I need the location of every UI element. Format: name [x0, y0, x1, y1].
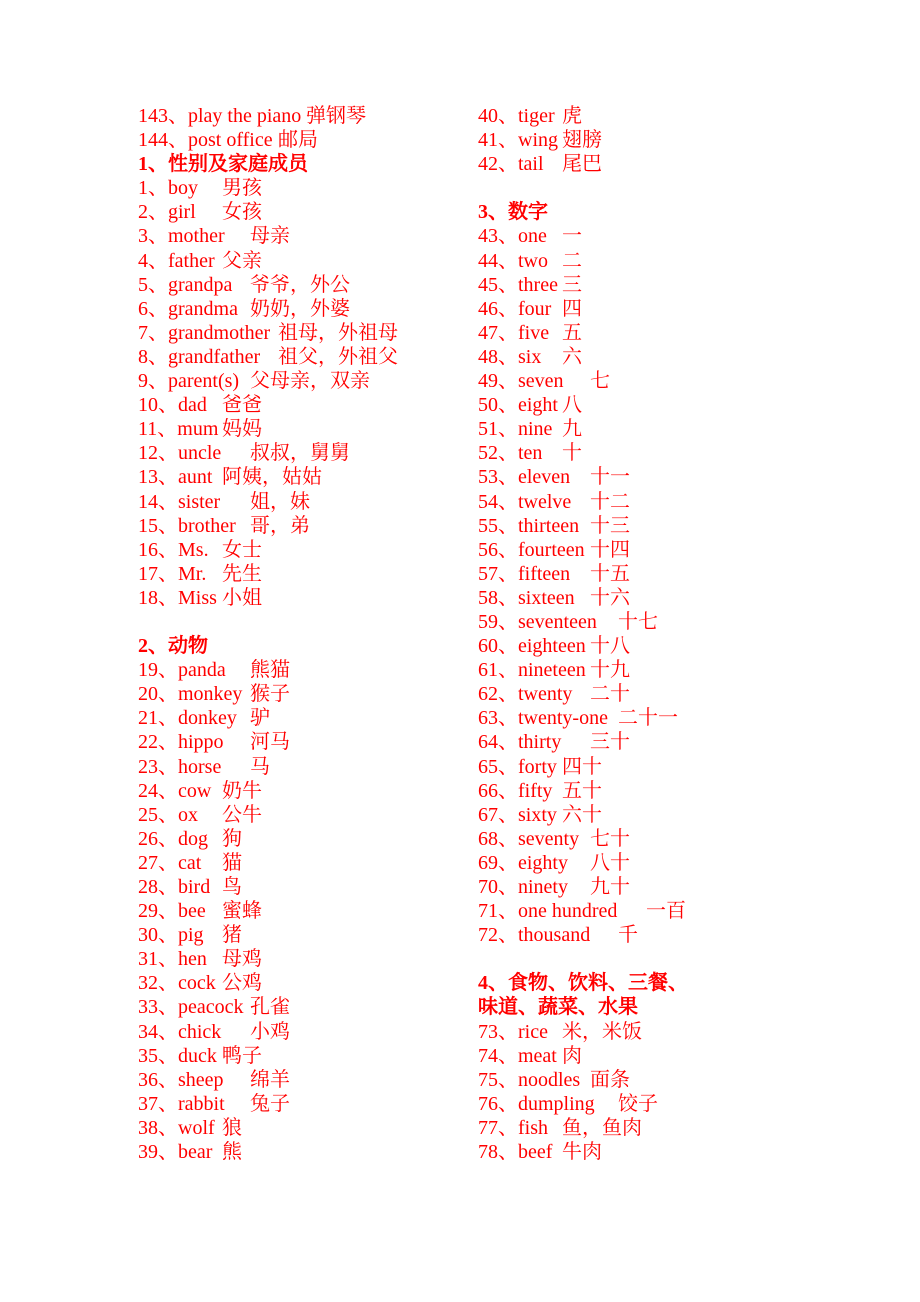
- vocab-entry: 18、Miss 小姐: [138, 586, 262, 609]
- vocab-entry: 23、horse 马: [138, 755, 270, 778]
- vocab-entry: 9、parent(s) 父母亲，双亲: [138, 370, 370, 393]
- vocab-entry: 16、Ms. 女士: [138, 538, 262, 561]
- vocab-entry: 2、girl 女孩: [138, 201, 262, 224]
- vocab-entry: 67、sixty 六十: [478, 803, 602, 826]
- vocab-entry: 51、nine 九: [478, 418, 582, 441]
- vocab-entry: 12、uncle 叔叔，舅舅: [138, 442, 350, 465]
- vocab-entry: 17、Mr. 先生: [138, 562, 262, 585]
- vocab-entry: 62、twenty 二十: [478, 683, 630, 706]
- vocab-entry: 15、brother 哥，弟: [138, 514, 310, 537]
- vocab-entry: 60、eighteen 十八: [478, 635, 630, 658]
- vocab-entry: 29、bee 蜜蜂: [138, 900, 262, 923]
- vocab-entry: 1、boy 男孩: [138, 177, 262, 200]
- vocab-entry: 68、seventy 七十: [478, 827, 630, 850]
- vocab-entry: 31、hen 母鸡: [138, 948, 262, 971]
- vocab-entry: 6、grandma 奶奶，外婆: [138, 297, 350, 320]
- vocab-entry: 5、grandpa 爷爷，外公: [138, 273, 350, 296]
- vocab-entry: 64、thirty 三十: [478, 731, 630, 754]
- vocab-entry: 63、twenty-one 二十一: [478, 707, 678, 730]
- vocab-entry: 34、chick 小鸡: [138, 1020, 290, 1043]
- vocab-entry: 54、twelve 十二: [478, 490, 630, 513]
- vocab-entry: 69、eighty 八十: [478, 851, 630, 874]
- vocab-entry: 43、one 一: [478, 225, 582, 248]
- section-heading: 味道、蔬菜、水果: [478, 996, 638, 1019]
- vocab-entry: 52、ten 十: [478, 442, 582, 465]
- vocab-entry: 77、fish 鱼，鱼肉: [478, 1116, 642, 1139]
- vocab-entry: 10、dad 爸爸: [138, 394, 262, 417]
- vocab-entry: 38、wolf 狼: [138, 1116, 242, 1139]
- blank-line: [138, 610, 474, 634]
- vocab-entry: 42、tail 尾巴: [478, 153, 602, 176]
- vocab-entry: 66、fifty 五十: [478, 779, 602, 802]
- vocab-entry: 21、donkey 驴: [138, 707, 270, 730]
- vocab-entry: 13、aunt 阿姨，姑姑: [138, 466, 322, 489]
- vocab-entry: 58、sixteen 十六: [478, 586, 630, 609]
- vocab-entry: 28、bird 鸟: [138, 876, 242, 898]
- vocab-entry: 45、three 三: [478, 273, 582, 296]
- vocab-entry: 40、tiger 虎: [478, 105, 582, 127]
- vocab-entry: 59、seventeen 十七: [478, 610, 658, 633]
- vocab-entry: 36、sheep 绵羊: [138, 1068, 290, 1091]
- vocab-entry: 37、rabbit 兔子: [138, 1092, 290, 1115]
- vocab-entry: 73、rice 米，米饭: [478, 1020, 642, 1043]
- vocab-entry: 46、four 四: [478, 297, 582, 320]
- vocab-entry: 70、ninety 九十: [478, 876, 630, 898]
- vocab-entry: 49、seven 七: [478, 370, 610, 393]
- section-heading: 2、动物: [138, 635, 208, 658]
- vocab-entry: 47、five 五: [478, 321, 582, 344]
- vocab-entry: 55、thirteen 十三: [478, 514, 630, 537]
- vocab-entry: 56、fourteen 十四: [478, 538, 630, 561]
- vocab-entry: 32、cock 公鸡: [138, 972, 262, 995]
- vocab-entry: 75、noodles 面条: [478, 1068, 630, 1091]
- vocab-entry: 35、duck 鸭子: [138, 1044, 262, 1067]
- vocab-entry: 19、panda 熊猫: [138, 659, 290, 682]
- vocab-entry: 71、one hundred 一百: [478, 900, 686, 923]
- vocab-entry: 24、cow 奶牛: [138, 779, 262, 802]
- vocab-entry: 143、play the piano 弹钢琴: [138, 105, 366, 127]
- vocab-entry: 72、thousand 千: [478, 924, 638, 947]
- left-column: [138, 104, 474, 1164]
- vocab-entry: 39、bear 熊: [138, 1141, 242, 1164]
- vocab-entry: 61、nineteen 十九: [478, 659, 630, 682]
- vocab-entry: 25、ox 公牛: [138, 803, 262, 826]
- vocab-entry: 30、pig 猪: [138, 924, 242, 947]
- vocab-entry: 11、mum 妈妈: [138, 418, 262, 441]
- vocab-entry: 7、grandmother 祖母，外祖母: [138, 321, 398, 344]
- vocab-entry: 26、dog 狗: [138, 827, 242, 850]
- vocab-entry: 22、hippo 河马: [138, 731, 290, 754]
- section-heading: 1、性别及家庭成员: [138, 153, 308, 176]
- vocab-entry: 50、eight 八: [478, 394, 582, 417]
- section-heading: 4、食物、饮料、三餐、: [478, 972, 688, 995]
- vocab-entry: 65、forty 四十: [478, 755, 602, 778]
- vocab-entry: 14、sister 姐，妹: [138, 490, 310, 513]
- blank-line: [478, 176, 908, 200]
- vocab-entry: 78、beef 牛肉: [478, 1141, 602, 1164]
- blank-line: [478, 947, 908, 971]
- vocab-entry: 33、peacock 孔雀: [138, 996, 290, 1019]
- vocab-entry: 74、meat 肉: [478, 1044, 582, 1067]
- vocab-entry: 53、eleven 十一: [478, 466, 630, 489]
- vocab-entry: 4、father 父亲: [138, 249, 262, 272]
- vocab-entry: 27、cat 猫: [138, 851, 242, 874]
- vocab-entry: 76、dumpling 饺子: [478, 1092, 658, 1115]
- vocab-entry: 8、grandfather 祖父，外祖父: [138, 345, 398, 368]
- vocab-entry: 57、fifteen 十五: [478, 562, 630, 585]
- right-column: [478, 104, 908, 1164]
- vocab-entry: 3、mother 母亲: [138, 225, 290, 248]
- vocab-entry: 48、six 六: [478, 345, 582, 368]
- vocab-entry: 20、monkey 猴子: [138, 683, 290, 706]
- vocab-entry: 144、post office 邮局: [138, 129, 318, 152]
- vocab-entry: 41、wing 翅膀: [478, 129, 602, 152]
- section-heading: 3、数字: [478, 201, 548, 224]
- vocab-entry: 44、two 二: [478, 249, 582, 272]
